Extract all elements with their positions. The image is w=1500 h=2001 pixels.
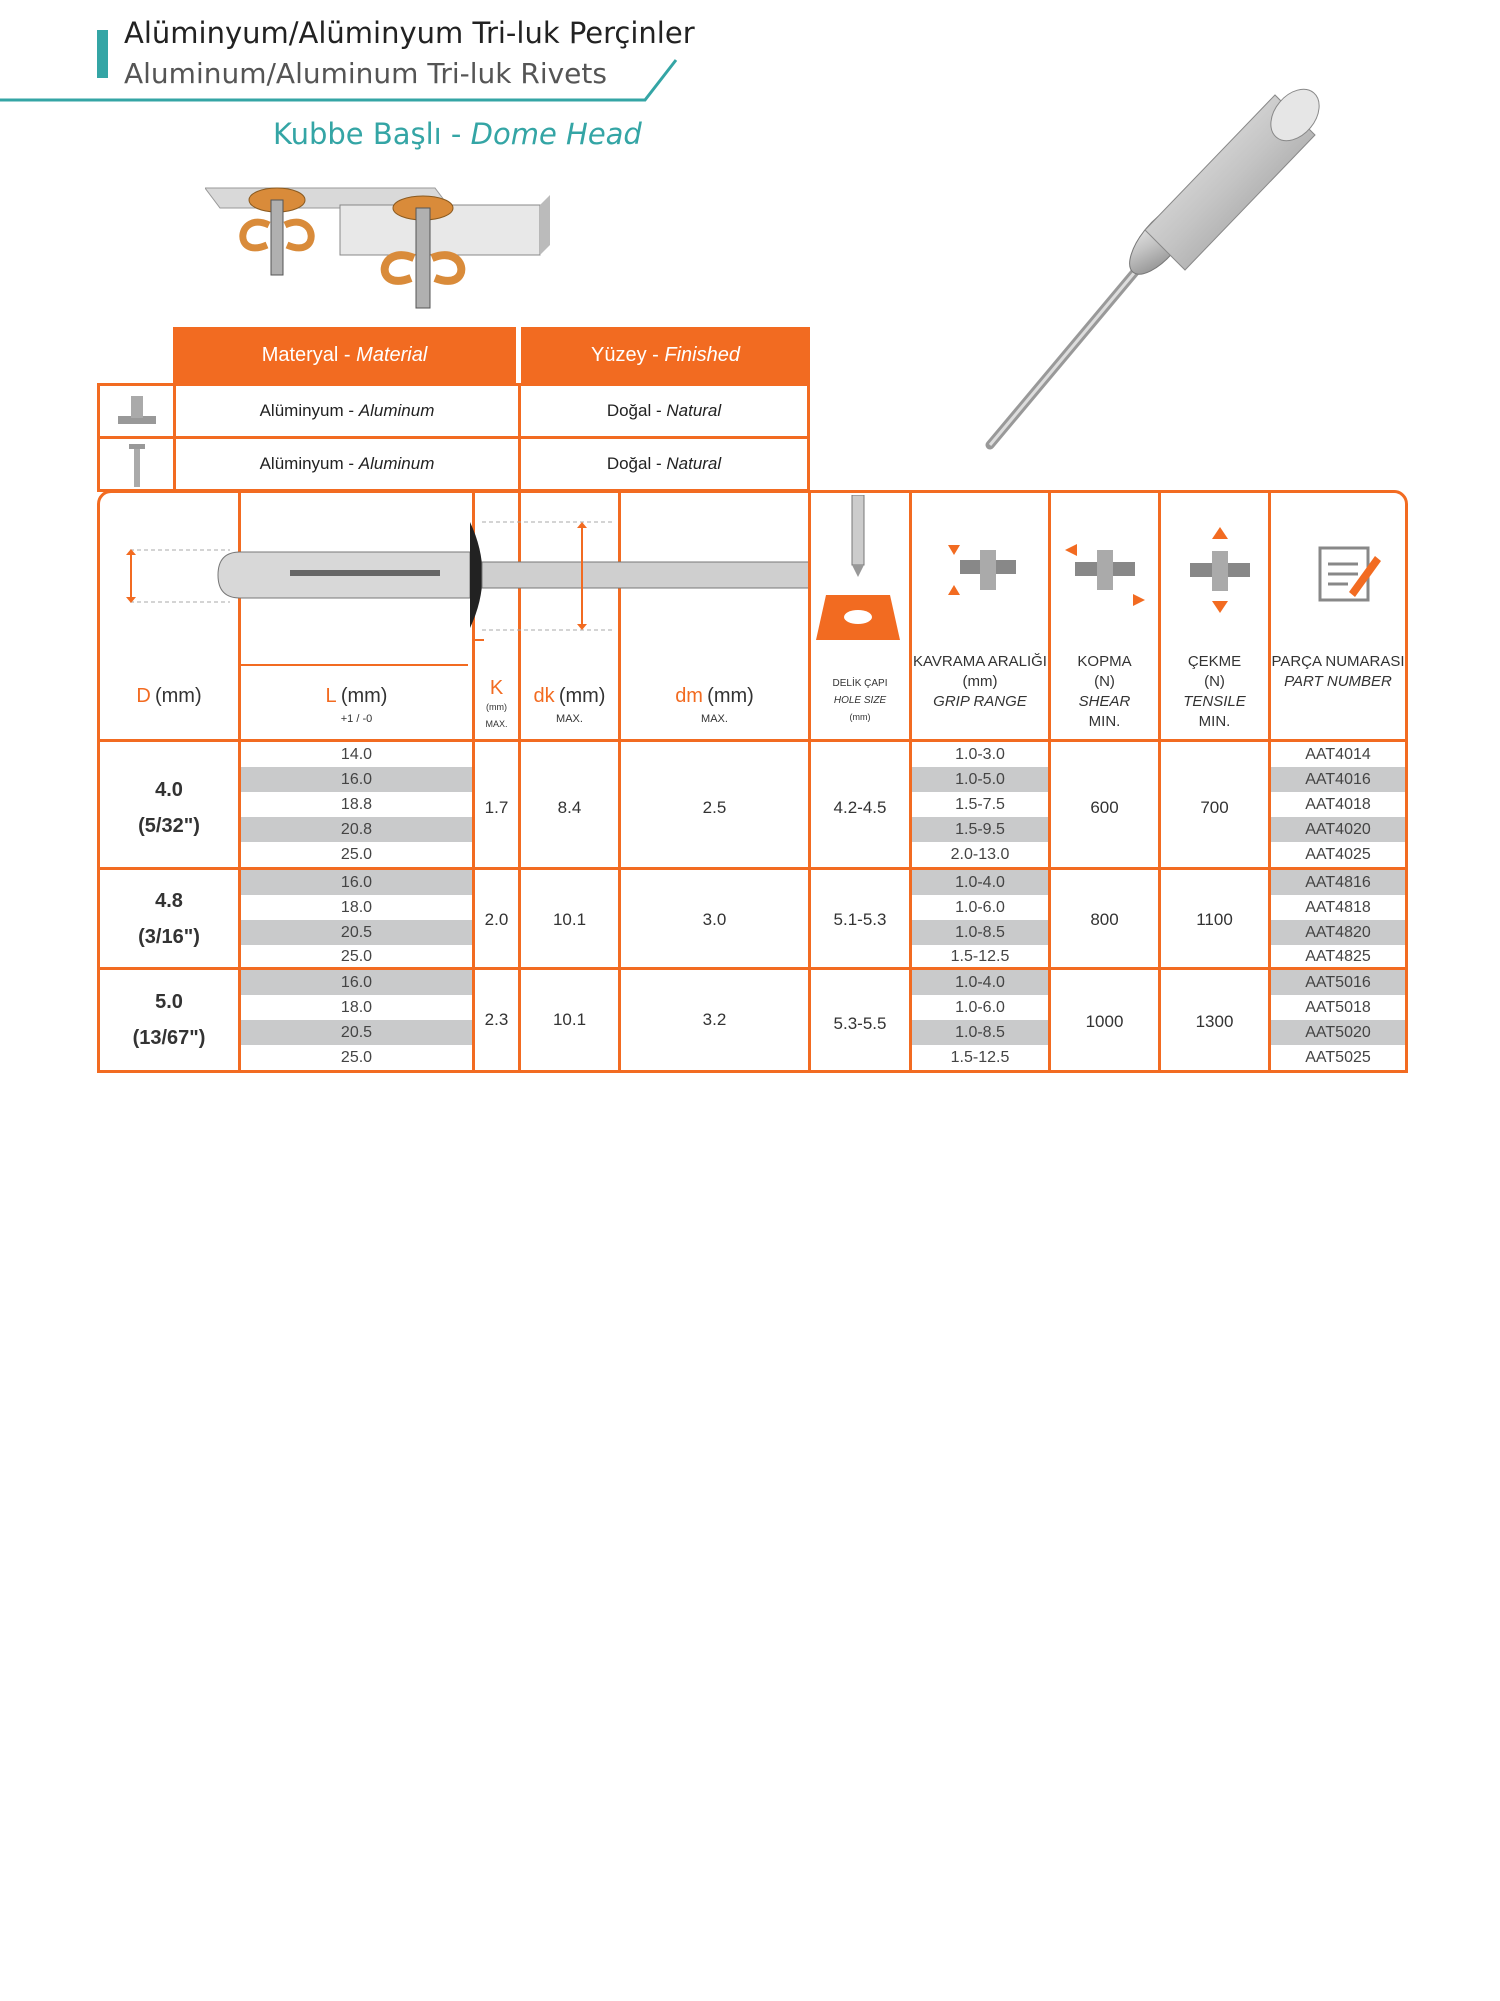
finish-row-2 [518, 436, 810, 492]
grip-cell: 1.0-6.0 [955, 999, 1005, 1016]
header-part [1271, 652, 1405, 692]
grip-cell: 1.0-3.0 [955, 746, 1005, 763]
finish-tr: Doğal - [606, 401, 662, 420]
grip-cell: 1.0-4.0 [912, 870, 1048, 895]
material-col-header [173, 327, 516, 383]
header-grip-tr: KAVRAMA ARALIĞI [913, 653, 1047, 670]
part-cell: AAT4025 [1305, 846, 1371, 863]
title-underline [0, 56, 680, 106]
header-k-symbol: K [489, 677, 504, 699]
page-title-tr: Alüminyum/Alüminyum Tri-luk Perçinler [124, 16, 695, 50]
installed-rivet-illustration [205, 180, 550, 320]
finish-en: Natural [666, 454, 722, 473]
shear-cell: 600 [1090, 798, 1119, 817]
part-cell: AAT5016 [1271, 970, 1405, 995]
part-cell: AAT5018 [1305, 999, 1371, 1016]
header-shear-en: SHEAR [1078, 693, 1131, 710]
material-en: Aluminum [358, 454, 435, 473]
header-tensile-tr: ÇEKME [1187, 653, 1242, 670]
k-cell: 1.7 [484, 798, 509, 817]
shear-cell: 800 [1090, 910, 1119, 929]
length-cell: 25.0 [340, 846, 373, 863]
dk-cell: 10.1 [552, 910, 587, 929]
header-hole-tr: DELİK ÇAPI [832, 678, 888, 689]
header-d-unit: (mm) [154, 685, 202, 707]
length-cell: 16.0 [241, 870, 472, 895]
dm-cell: 3.2 [702, 1010, 727, 1029]
rivet-dimension-drawing [100, 500, 808, 670]
header-part-en: PART NUMBER [1284, 673, 1392, 690]
dk-cell: 10.1 [552, 1010, 587, 1029]
mandrel-icon [100, 439, 173, 489]
header-l-unit: (mm) [340, 685, 388, 707]
hole-cell: 4.2-4.5 [833, 798, 887, 817]
rivet-body-icon [100, 386, 173, 436]
part-cell: AAT4014 [1305, 746, 1371, 763]
header-dk-note: MAX. [556, 713, 583, 725]
finish-header-tr: Yüzey - [591, 344, 659, 366]
grip-cell: 1.0-8.5 [912, 920, 1048, 945]
subtitle-tr: Kubbe Başlı - [273, 117, 462, 151]
d-value: 5.0 [155, 991, 183, 1013]
grip-cell: 1.5-12.5 [950, 1049, 1010, 1066]
material-header-en: Material [356, 344, 428, 366]
material-row-icon-cell [97, 383, 176, 439]
header-hole-unit: (mm) [849, 712, 871, 722]
length-cell: 14.0 [340, 746, 373, 763]
length-cell: 25.0 [340, 1049, 373, 1066]
d-inch: (13/67") [132, 1027, 206, 1049]
length-cell: 18.0 [340, 899, 373, 916]
d-cell [100, 984, 238, 1056]
part-cell: AAT5020 [1271, 1020, 1405, 1045]
length-cell: 18.8 [340, 796, 373, 813]
part-cell: AAT4018 [1305, 796, 1371, 813]
part-cell: AAT4820 [1271, 920, 1405, 945]
header-dk-symbol: dk [533, 685, 555, 707]
d-value: 4.0 [155, 779, 183, 801]
material-en: Aluminum [358, 401, 435, 420]
grip-cell: 1.0-6.0 [955, 899, 1005, 916]
grip-cell: 1.5-12.5 [950, 948, 1010, 965]
part-number-notepad-icon [1315, 540, 1385, 605]
material-tr: Alüminyum - [259, 454, 355, 473]
part-cell: AAT4818 [1305, 899, 1371, 916]
header-grip-unit: (mm) [962, 673, 998, 690]
material-tr: Alüminyum - [259, 401, 355, 420]
material-header-tr: Materyal - [261, 344, 351, 366]
header-l-symbol: L [325, 685, 337, 707]
grip-cell: 2.0-13.0 [950, 846, 1010, 863]
grip-cell: 1.0-5.0 [912, 767, 1048, 792]
header-shear-unit: (N) [1094, 673, 1115, 690]
header-hole-en: HOLE SIZE [833, 695, 887, 706]
grip-cell: 1.5-9.5 [912, 817, 1048, 842]
tensile-cell: 1300 [1195, 1012, 1234, 1031]
part-cell: AAT4816 [1271, 870, 1405, 895]
header-hole [811, 674, 909, 725]
material-row-2 [173, 436, 521, 492]
d-value: 4.8 [155, 890, 183, 912]
length-cell: 20.5 [241, 920, 472, 945]
header-dm [621, 686, 808, 729]
hole-cell: 5.1-5.3 [833, 910, 887, 929]
length-cell: 20.5 [241, 1020, 472, 1045]
length-cell: 16.0 [241, 767, 472, 792]
d-inch: (3/16") [138, 926, 200, 948]
material-row-icon-cell [97, 436, 176, 492]
section-subtitle [273, 117, 642, 151]
rivet-product-image [970, 80, 1360, 455]
hole-cell: 5.3-5.5 [833, 1014, 887, 1033]
header-k-note: MAX. [485, 719, 508, 729]
col-divider [1158, 490, 1161, 1073]
header-grip-en: GRIP RANGE [933, 693, 1027, 710]
dm-cell: 3.0 [702, 910, 727, 929]
grip-cell: 1.5-7.5 [955, 796, 1005, 813]
header-dm-note: MAX. [701, 713, 728, 725]
header-part-tr: PARÇA NUMARASI [1271, 653, 1405, 670]
header-tensile-note: MIN. [1198, 713, 1231, 730]
dk-cell: 8.4 [557, 798, 582, 817]
page-title-en: Aluminum/Aluminum Tri-luk Rivets [124, 57, 607, 90]
grip-cell: 1.0-4.0 [912, 970, 1048, 995]
finish-tr: Doğal - [606, 454, 662, 473]
grip-range-icon [940, 540, 1020, 600]
material-row-1 [173, 383, 521, 439]
header-dm-unit: (mm) [707, 685, 754, 707]
header-shear [1051, 652, 1158, 732]
length-cell: 16.0 [241, 970, 472, 995]
header-shear-tr: KOPMA [1077, 653, 1132, 670]
finish-col-header [521, 327, 810, 383]
header-tensile-unit: (N) [1204, 673, 1225, 690]
header-dk [521, 686, 618, 729]
shear-icon [1065, 540, 1145, 610]
col-divider [1048, 490, 1051, 1073]
d-cell [100, 883, 238, 955]
header-dm-symbol: dm [675, 685, 703, 707]
dm-cell: 2.5 [702, 798, 727, 817]
header-shear-note: MIN. [1088, 713, 1121, 730]
length-cell: 18.0 [340, 999, 373, 1016]
length-cell: 25.0 [340, 948, 373, 965]
header-d-symbol: D [136, 685, 151, 707]
k-cell: 2.3 [484, 1010, 509, 1029]
length-cell: 20.8 [241, 817, 472, 842]
header-k-unit: (mm) [486, 702, 507, 712]
drill-hole-icon [808, 495, 908, 640]
subtitle-en: Dome Head [470, 117, 642, 151]
header-tensile-en: TENSILE [1183, 693, 1246, 710]
grip-cell: 1.0-8.5 [912, 1020, 1048, 1045]
part-cell: AAT4825 [1305, 948, 1371, 965]
d-cell [100, 772, 238, 844]
tensile-cell: 1100 [1196, 910, 1233, 929]
header-dk-unit: (mm) [558, 685, 606, 707]
header-grip [912, 652, 1048, 712]
header-k [475, 677, 518, 732]
finish-en: Natural [666, 401, 722, 420]
tensile-icon [1180, 525, 1260, 615]
d-inch: (5/32") [138, 815, 200, 837]
finish-row-1 [518, 383, 810, 439]
tensile-cell: 700 [1200, 798, 1229, 817]
header-l-tolerance: +1 / -0 [340, 713, 373, 725]
header-d [100, 686, 238, 708]
shear-cell: 1000 [1085, 1012, 1124, 1031]
header-l [241, 686, 472, 729]
finish-header-en: Finished [664, 344, 740, 366]
header-tensile [1161, 652, 1268, 732]
part-cell: AAT4020 [1271, 817, 1405, 842]
part-cell: AAT5025 [1305, 1049, 1371, 1066]
k-cell: 2.0 [484, 910, 509, 929]
part-cell: AAT4016 [1271, 767, 1405, 792]
